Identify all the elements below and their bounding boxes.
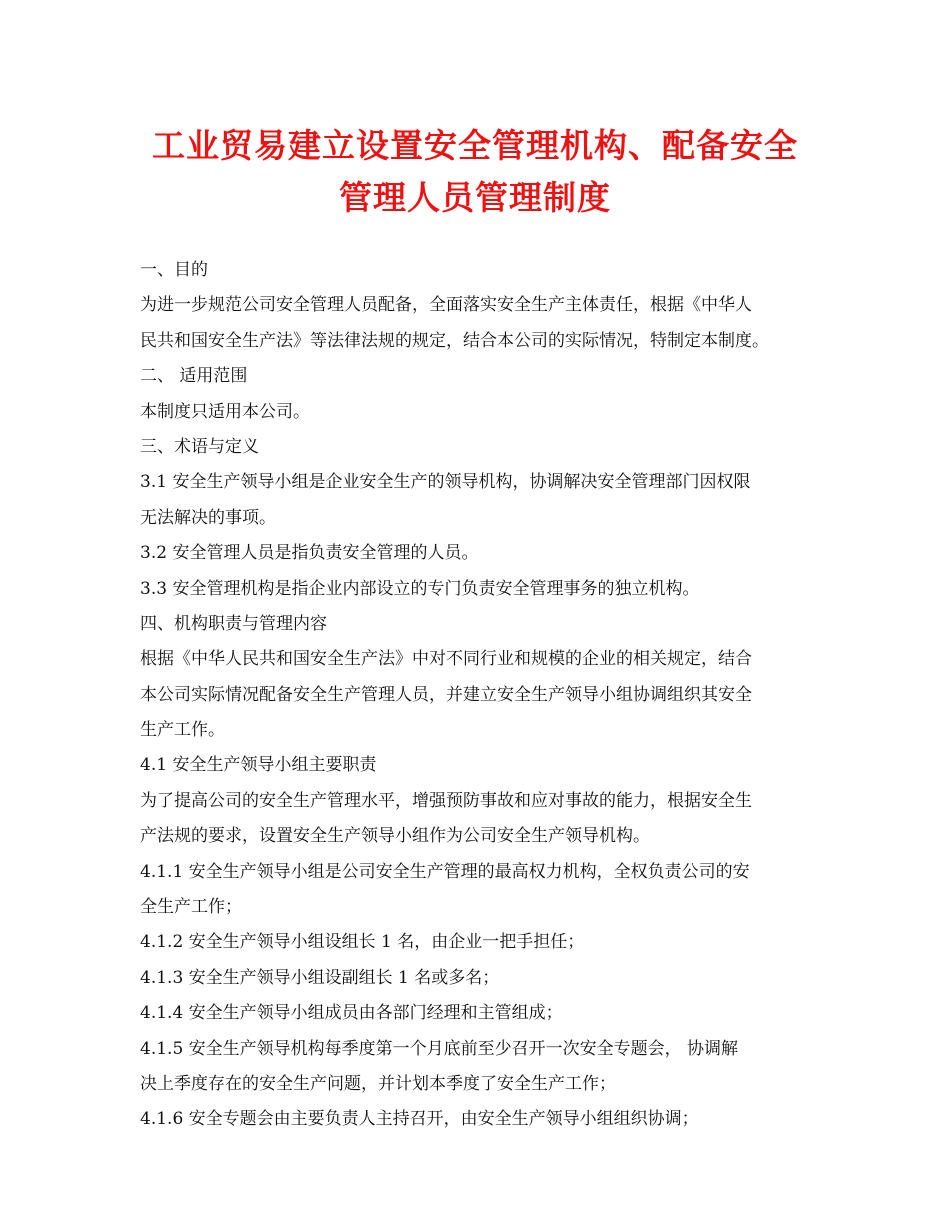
document-body	[140, 253, 830, 1138]
paragraph-line: 全生产工作；	[140, 897, 242, 918]
paragraph-line: 为了提高公司的安全生产管理水平，增强预防事故和应对事故的能力，根据安全生	[140, 790, 752, 811]
paragraph-line: 4.1.6 安全专题会由主要负责人主持召开，由安全生产领导小组组织协调；	[140, 1109, 699, 1130]
paragraph-line: 本制度只适用本公司。	[140, 401, 310, 422]
title-line-1: 工业贸易建立设置安全管理机构、配备安全	[152, 126, 798, 165]
paragraph-line: 决上季度存在的安全生产问题，并计划本季度了安全生产工作；	[140, 1073, 616, 1094]
section-heading-duties: 四、机构职责与管理内容	[140, 613, 327, 634]
section-heading-scope: 二、 适用范围	[140, 366, 248, 387]
paragraph-line: 产法规的要求，设置安全生产领导小组作为公司安全生产领导机构。	[140, 826, 650, 847]
paragraph-line: 4.1.1 安全生产领导小组是公司安全生产管理的最高权力机构，全权负责公司的安	[140, 861, 750, 882]
section-heading-purpose: 一、目的	[140, 260, 208, 280]
paragraph-line: 为进一步规范公司安全管理人员配备，全面落实安全生产主体责任，根据《中华人	[140, 295, 752, 316]
title-line-2: 管理人员管理制度	[339, 178, 611, 217]
paragraph-line: 4.1.3 安全生产领导小组设副组长 1 名或多名；	[140, 967, 500, 988]
paragraph-line: 无法解决的事项。	[140, 507, 276, 528]
paragraph-line: 3.3 安全管理机构是指企业内部设立的专门负责安全管理事务的独立机构。	[140, 578, 700, 599]
paragraph-line: 4.1.2 安全生产领导小组设组长 1 名，由企业一把手担任；	[140, 932, 585, 953]
paragraph-line: 4.1.5 安全生产领导机构每季度第一个月底前至少召开一次安全专题会， 协调解	[140, 1038, 739, 1059]
paragraph-line: 3.2 安全管理人员是指负责安全管理的人员。	[140, 543, 479, 564]
section-heading-definitions: 三、术语与定义	[140, 436, 259, 457]
paragraph-line: 4.1.4 安全生产领导小组成员由各部门经理和主管组成；	[140, 1003, 563, 1024]
paragraph-line: 根据《中华人民共和国安全生产法》中对不同行业和规模的企业的相关规定，结合	[140, 649, 752, 670]
paragraph-line: 3.1 安全生产领导小组是企业安全生产的领导机构，协调解决安全管理部门因权限	[140, 472, 751, 493]
paragraph-line: 民共和国安全生产法》等法律法规的规定，结合本公司的实际情况，特制定本制度。	[140, 330, 769, 351]
paragraph-line: 生产工作。	[140, 720, 225, 741]
document-title	[100, 120, 850, 224]
paragraph-line: 本公司实际情况配备安全生产管理人员，并建立安全生产领导小组协调组织其安全	[140, 684, 752, 705]
subsection-heading: 4.1 安全生产领导小组主要职责	[140, 755, 377, 776]
